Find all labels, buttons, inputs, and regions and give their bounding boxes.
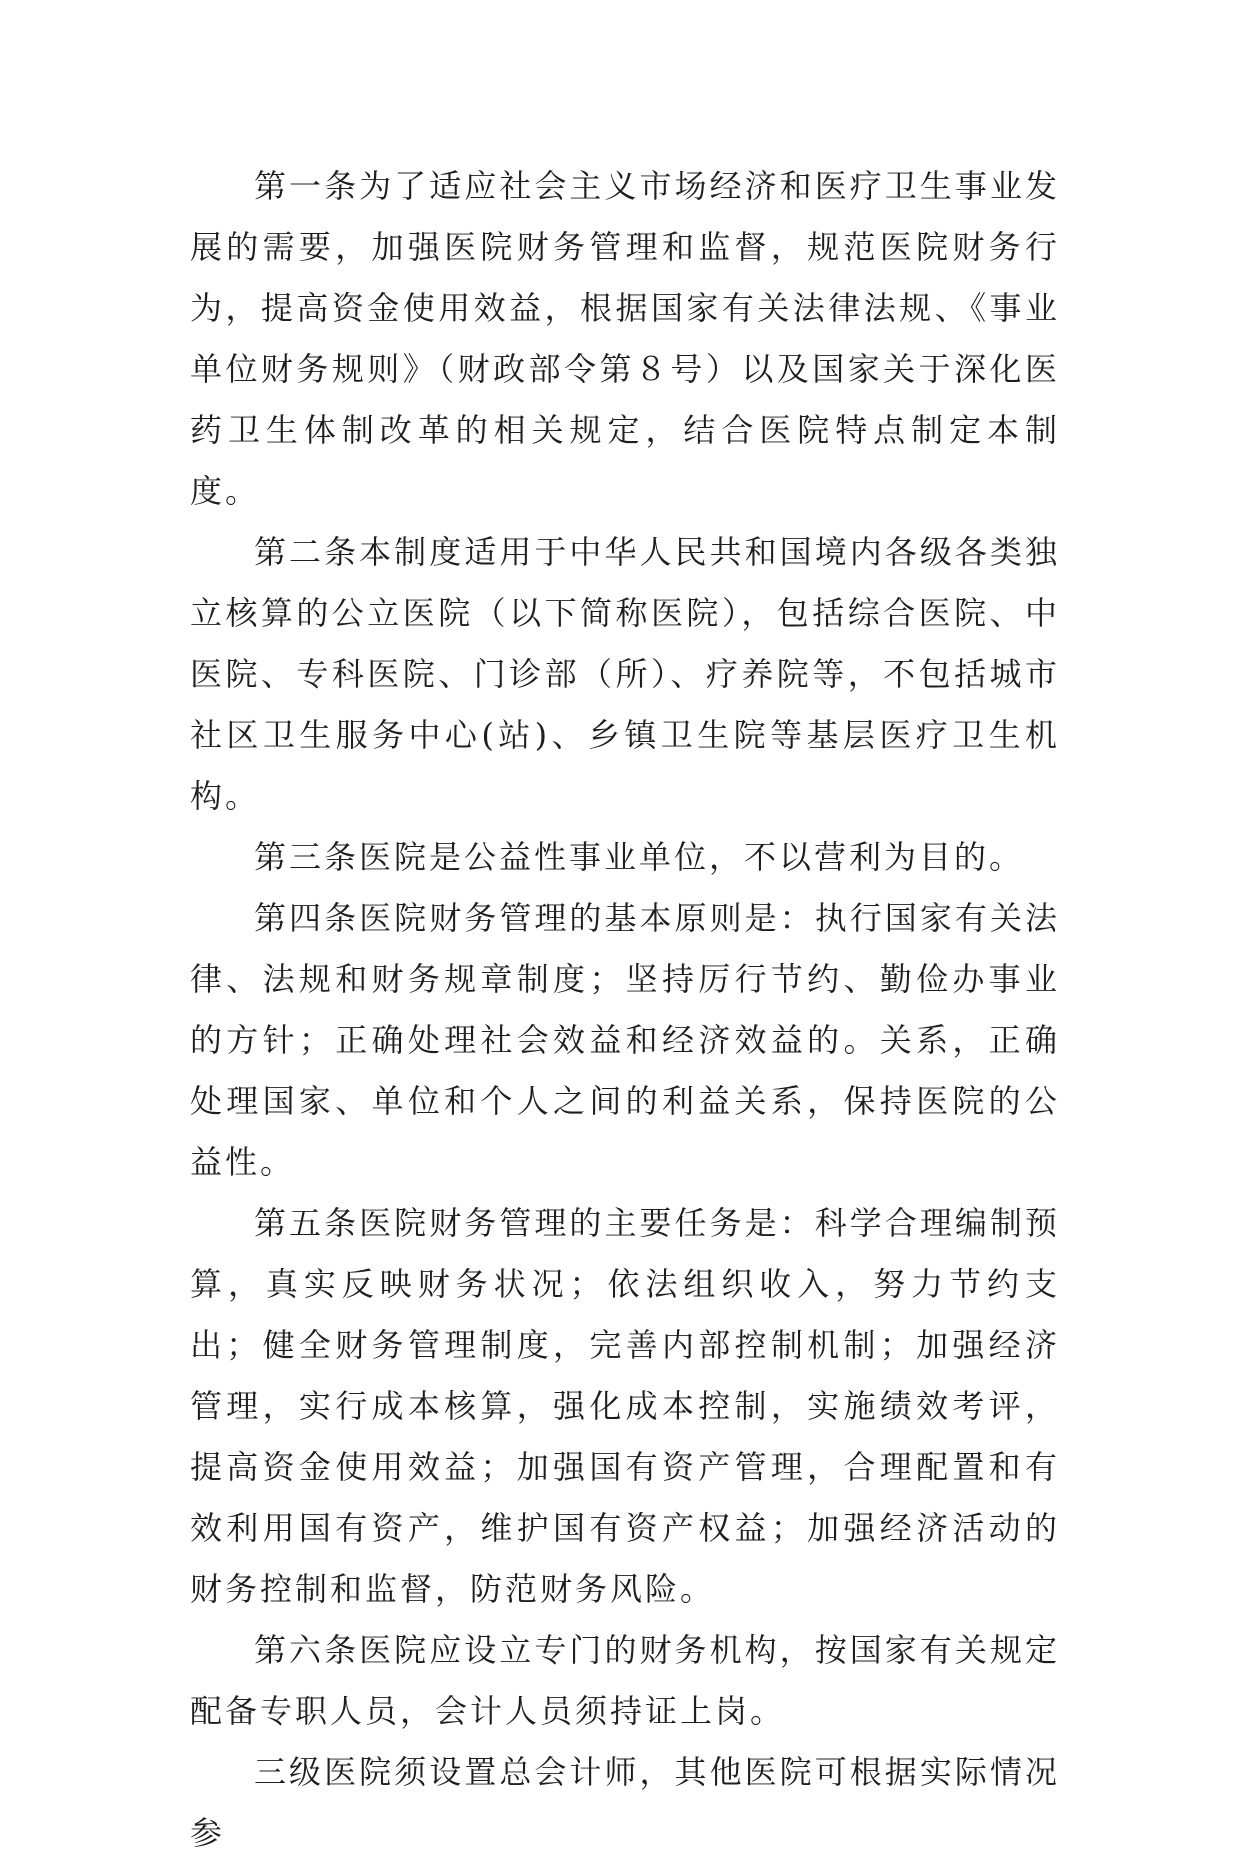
paragraph-article-5: 第五条医院财务管理的主要任务是：科学合理编制预算，真实反映财务状况；依法组织收入，努力节约支出；健全财务管理制度，完善内部控制机制；加强经济管理，实行成本核算，强化成本控制，实施绩效考评，提高资金使用效益；加强国有资产管理，合理配置和有效利用国有资产，维护国有资产权益；加强经济活动的财务控制和监督，防范财务风险。 [190, 1204, 1060, 1608]
paragraph-article-4: 第四条医院财务管理的基本原则是：执行国家有关法律、法规和财务规章制度；坚持厉行节约、勤俭办事业的方针；正确处理社会效益和经济效益的。关系，正确处理国家、单位和个人之间的利益关系，保持医院的公益性。 [190, 899, 1060, 1181]
paragraph-article-3: 第三条医院是公益性事业单位，不以营利为目的。 [254, 838, 1025, 876]
paragraph-chief-accountant: 三级医院须设置总会计师，其他医院可根据实际情况参 [190, 1753, 1060, 1852]
paragraph-article-1: 第一条为了适应社会主义市场经济和医疗卫生事业发展的需要，加强医院财务管理和监督，规范医院财务行为，提高资金使用效益，根据国家有关法律法规、《事业单位财务规则》（财政部令第８号）以及国家关于深化医药卫生体制改革的相关规定，结合医院特点制定本制度。 [190, 167, 1060, 510]
paragraph-article-2: 第二条本制度适用于中华人民共和国境内各级各类独立核算的公立医院（以下简称医院），包括综合医院、中医院、专科医院、门诊部（所）、疗养院等，不包括城市社区卫生服务中心(站)、乡镇卫生院等基层医疗卫生机构。 [190, 533, 1060, 815]
document-body [190, 156, 1060, 1864]
paragraph-article-6: 第六条医院应设立专门的财务机构，按国家有关规定配备专职人员，会计人员须持证上岗。 [190, 1631, 1060, 1730]
